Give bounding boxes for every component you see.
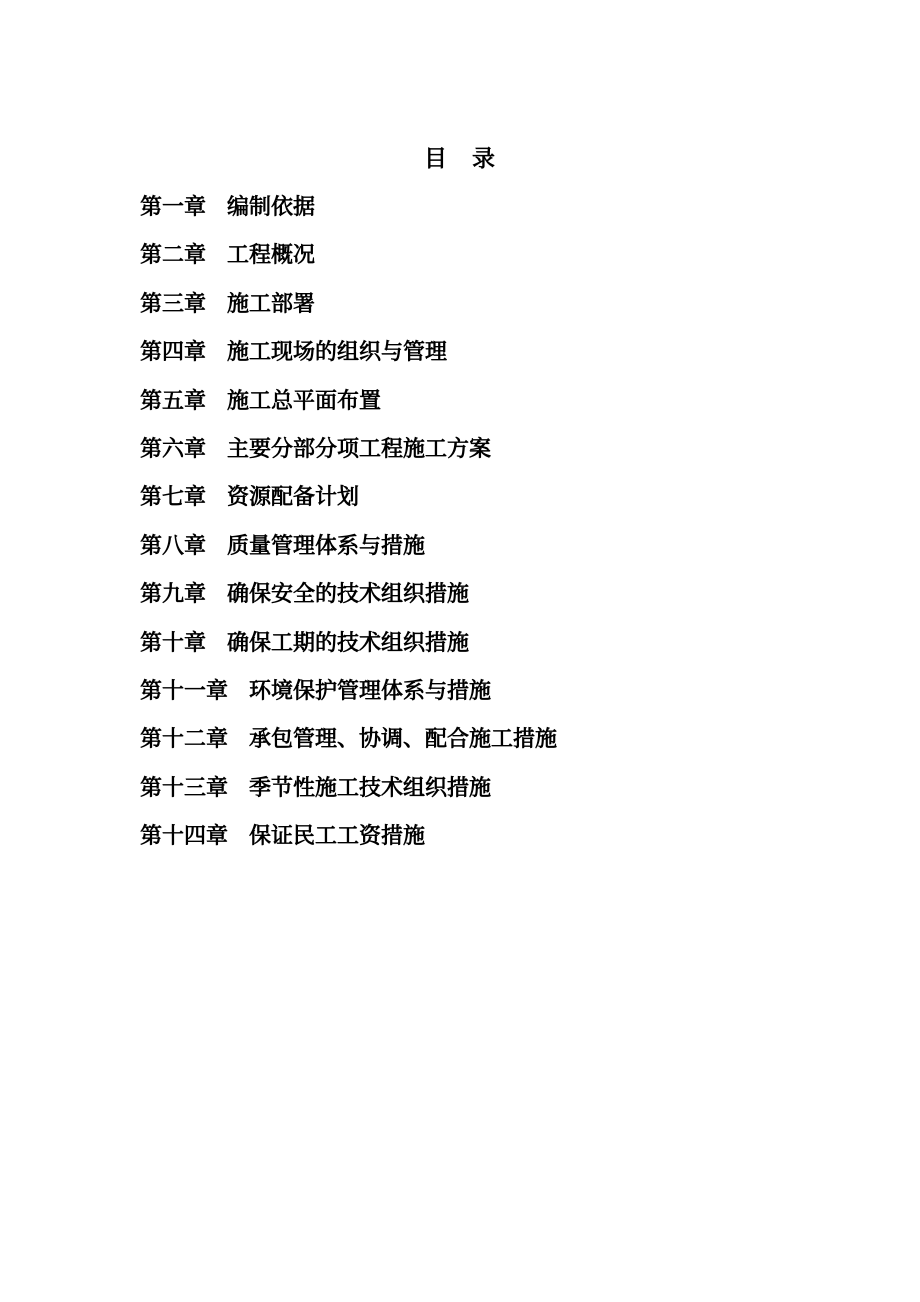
toc-item: [140, 812, 920, 860]
toc-list: [140, 183, 920, 861]
toc-chapter-number: 第五章: [140, 387, 207, 413]
toc-item: [140, 231, 920, 279]
toc-item: [140, 377, 920, 425]
toc-chapter-number: 第二章: [140, 242, 207, 268]
toc-chapter-number: 第七章: [140, 484, 207, 510]
toc-chapter-title: 施工现场的组织与管理: [227, 339, 448, 365]
toc-chapter-number: 第四章: [140, 339, 207, 365]
toc-item: [140, 473, 920, 521]
toc-chapter-number: 第九章: [140, 581, 207, 607]
toc-item: [140, 764, 920, 812]
toc-chapter-number: 第十三章: [140, 774, 229, 800]
toc-item: [140, 425, 920, 473]
toc-chapter-title: 保证民工工资措施: [249, 823, 426, 849]
toc-chapter-number: 第八章: [140, 532, 207, 558]
toc-chapter-title: 编制依据: [227, 194, 316, 219]
toc-item: [140, 715, 920, 763]
toc-chapter-title: 季节性施工技术组织措施: [249, 774, 492, 800]
toc-chapter-title: 确保工期的技术组织措施: [227, 629, 470, 655]
toc-chapter-number: 第三章: [140, 290, 207, 316]
toc-chapter-title: 环境保护管理体系与措施: [249, 678, 492, 704]
toc-item: [140, 570, 920, 618]
toc-chapter-number: 第一章: [140, 194, 207, 219]
toc-chapter-number: 第十一章: [140, 678, 229, 704]
toc-item: [140, 280, 920, 328]
toc-chapter-number: 第六章: [140, 436, 207, 462]
toc-chapter-number: 第十章: [140, 629, 207, 655]
toc-item: [140, 619, 920, 667]
toc-item: [140, 667, 920, 715]
toc-chapter-title: 承包管理、协调、配合施工措施: [249, 726, 558, 752]
toc-chapter-title: 确保安全的技术组织措施: [227, 581, 470, 607]
page-title: 目 录: [424, 146, 496, 171]
toc-chapter-title: 主要分部分项工程施工方案: [227, 436, 492, 462]
toc-chapter-title: 施工总平面布置: [227, 387, 382, 413]
toc-chapter-title: 资源配备计划: [227, 484, 360, 510]
toc-chapter-number: 第十二章: [140, 726, 229, 752]
toc-item: [140, 183, 920, 231]
toc-chapter-title: 工程概况: [227, 242, 316, 268]
toc-chapter-number: 第十四章: [140, 823, 229, 849]
toc-chapter-title: 施工部署: [227, 290, 316, 316]
toc-item: [140, 522, 920, 570]
toc-chapter-title: 质量管理体系与措施: [227, 532, 426, 558]
toc-item: [140, 328, 920, 376]
